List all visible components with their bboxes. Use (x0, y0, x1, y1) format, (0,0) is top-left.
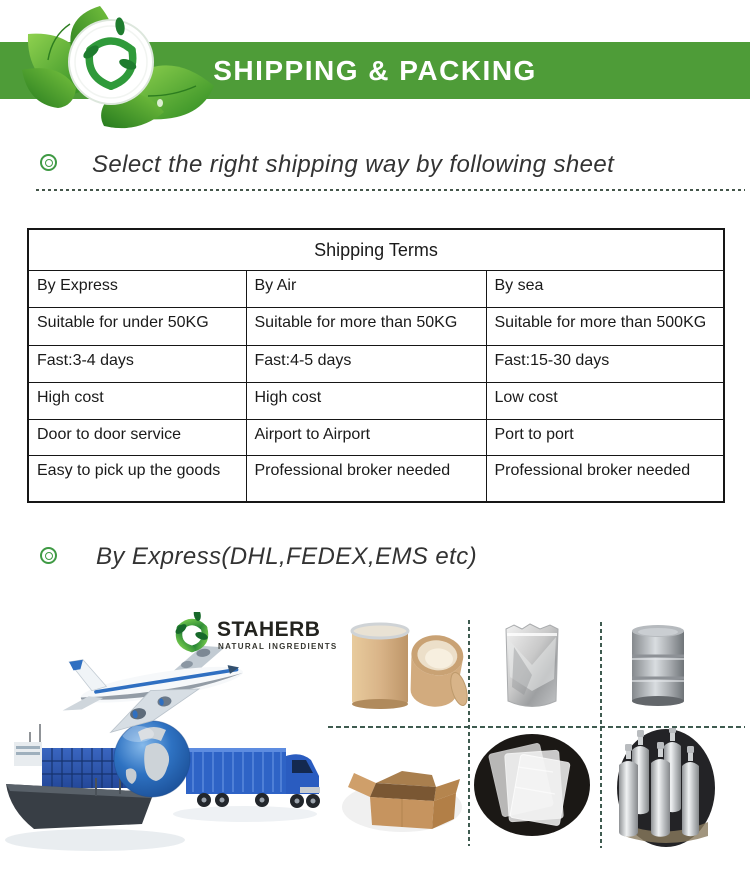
table-cell: By Air (246, 271, 486, 308)
table-cell: Suitable for under 50KG (28, 308, 246, 346)
double-circle-icon (40, 154, 57, 171)
shipping-terms-table (27, 228, 725, 503)
table-cell: Fast:15-30 days (486, 346, 724, 383)
table-cell: Professional broker needed (246, 456, 486, 503)
table-row (28, 420, 724, 456)
carton-box-photo (340, 745, 465, 835)
table-cell: Airport to Airport (246, 420, 486, 456)
ship-reflection (5, 829, 185, 851)
badge-circle (69, 20, 153, 104)
foil-stand-up-pouch-photo (494, 617, 570, 713)
section-heading-by-express: By Express(DHL,FEDEX,EMS etc) (96, 543, 478, 570)
table-cell: Suitable for more than 500KG (486, 308, 724, 346)
table-cell: Door to door service (28, 420, 246, 456)
plastic-bags-photo (473, 732, 591, 838)
table-cell: Suitable for more than 50KG (246, 308, 486, 346)
section-heading-shipping-way: Select the right shipping way by following sheet (92, 151, 615, 178)
table-row (28, 308, 724, 346)
steel-drum-photo (627, 622, 689, 708)
page-title: SHIPPING & PACKING (213, 54, 537, 86)
table-cell: Low cost (486, 383, 724, 420)
aluminum-bottles-photo (616, 728, 716, 852)
leaf-triangle-icon (170, 612, 214, 658)
globe (114, 721, 190, 797)
brand-tagline: NATURAL INGREDIENTS (218, 642, 338, 651)
grid-vertical-divider (600, 622, 602, 848)
double-circle-icon (40, 547, 57, 564)
truck-reflection (173, 806, 317, 822)
table-row (28, 346, 724, 383)
table-row (28, 456, 724, 503)
table-cell: Fast:3-4 days (28, 346, 246, 383)
grid-vertical-divider (468, 620, 470, 846)
brand-name: STAHERB (217, 618, 321, 641)
table-cell: Easy to pick up the goods (28, 456, 246, 503)
table-cell: By sea (486, 271, 724, 308)
leaf-recycle-badge-icon (8, 0, 220, 134)
dotted-divider (36, 189, 745, 191)
table-cell: Professional broker needed (486, 456, 724, 503)
table-cell: Port to port (486, 420, 724, 456)
table-title: Shipping Terms (28, 229, 724, 271)
table-cell: Fast:4-5 days (246, 346, 486, 383)
table-row (28, 271, 724, 308)
container-truck (186, 748, 320, 808)
fiber-drums-photo (346, 613, 468, 713)
table-cell: By Express (28, 271, 246, 308)
table-cell: High cost (28, 383, 246, 420)
table-row (28, 383, 724, 420)
table-cell: High cost (246, 383, 486, 420)
